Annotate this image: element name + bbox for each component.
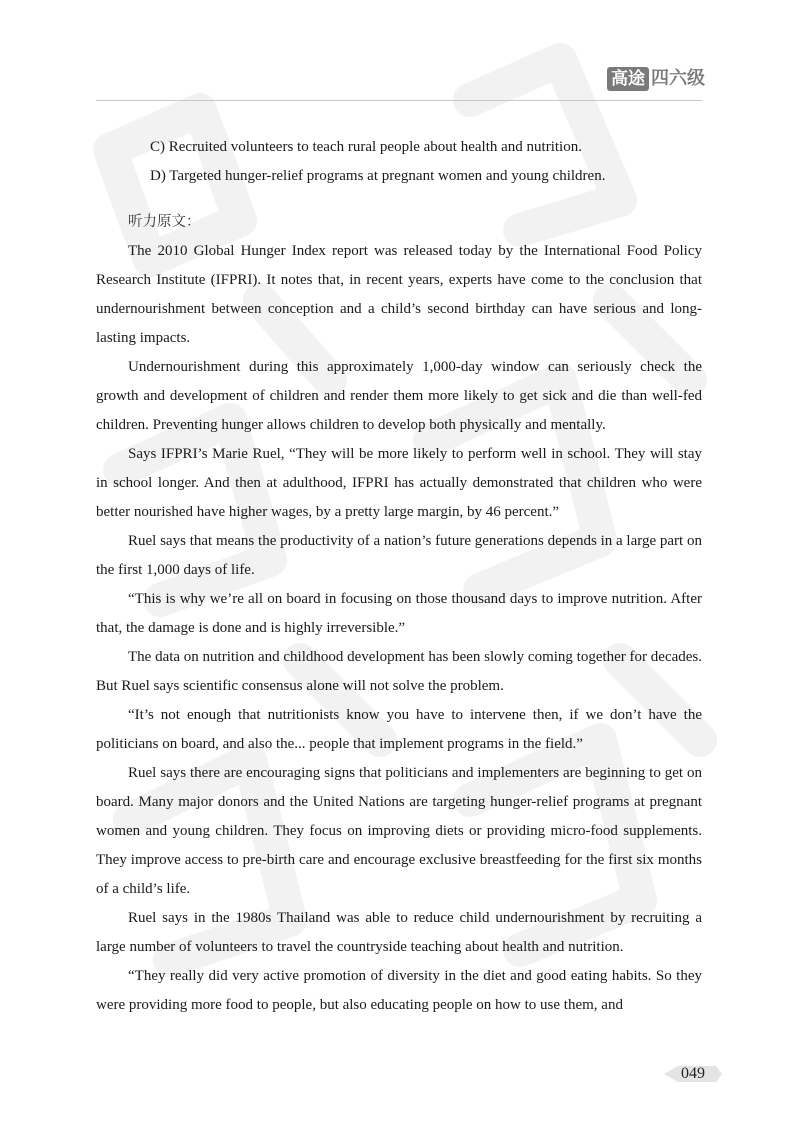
- header-divider: [96, 100, 702, 101]
- transcript-paragraph: The data on nutrition and childhood development has been slowly coming together for decades. But Ruel says scientific consensus alone will not solve the problem.: [96, 649, 703, 694]
- transcript-paragraph: Ruel says there are encouraging signs that politicians and implementers are beginning to get on board. Many major donors and the United Nations are targeting hunger-relief programs at pregnant women and young children. They focus on improving diets or providing micro-food supplements. They improve access to pre-birth care and encourage exclusive breastfeeding for the first six months of a child’s life.: [96, 765, 702, 897]
- answer-option-c: C) Recruited volunteers to teach rural people about health and nutrition.: [150, 139, 582, 155]
- page-number: [664, 1063, 722, 1085]
- brand-logo: [607, 66, 705, 92]
- transcript-paragraph: Says IFPRI’s Marie Ruel, “They will be more likely to perform well in school. They will stay in school longer. And then at adulthood, IFPRI has actually demonstrated that children who were better nourished have higher wages, by a pretty large margin, by 46 percent.”: [96, 446, 702, 520]
- page-content: [96, 133, 702, 1020]
- logo-text: 四六级: [651, 68, 705, 89]
- transcript-paragraph: “They really did very active promotion of diversity in the diet and good eating habits. So they were providing more food to people, but also educating people on how to use them, and: [96, 968, 702, 1013]
- transcript-paragraph: Ruel says in the 1980s Thailand was able to reduce child undernourishment by recruiting a large number of volunteers to travel the countryside teaching about health and nutrition.: [96, 910, 702, 955]
- transcript-paragraph: The 2010 Global Hunger Index report was released today by the International Food Policy Research Institute (IFPRI). It notes that, in recent years, experts have come to the conclusion that undernourishment between conception and a child’s second birthday can have serious and long-lasting impacts.: [96, 243, 702, 346]
- logo-box-text: 高途: [607, 67, 649, 91]
- page-number-text: 049: [681, 1065, 705, 1082]
- transcript-paragraph: Undernourishment during this approximately 1,000-day window can seriously check the growth and development of children and render them more likely to get sick and die than well-fed children. Preventing hunger allows children to develop both physically and mentally.: [96, 359, 702, 433]
- transcript-paragraph: “It’s not enough that nutritionists know you have to intervene then, if we don’t have the politicians on board, and also the... people that implement programs in the field.”: [96, 707, 702, 752]
- answer-option-d: D) Targeted hunger-relief programs at pregnant women and young children.: [150, 168, 606, 184]
- section-title: 听力原文：: [128, 214, 201, 230]
- transcript-paragraph: Ruel says that means the productivity of a nation’s future generations depends in a large part on the first 1,000 days of life.: [96, 533, 702, 578]
- transcript-paragraph: “This is why we’re all on board in focusing on those thousand days to improve nutrition. After that, the damage is done and is highly irreversible.”: [96, 591, 702, 636]
